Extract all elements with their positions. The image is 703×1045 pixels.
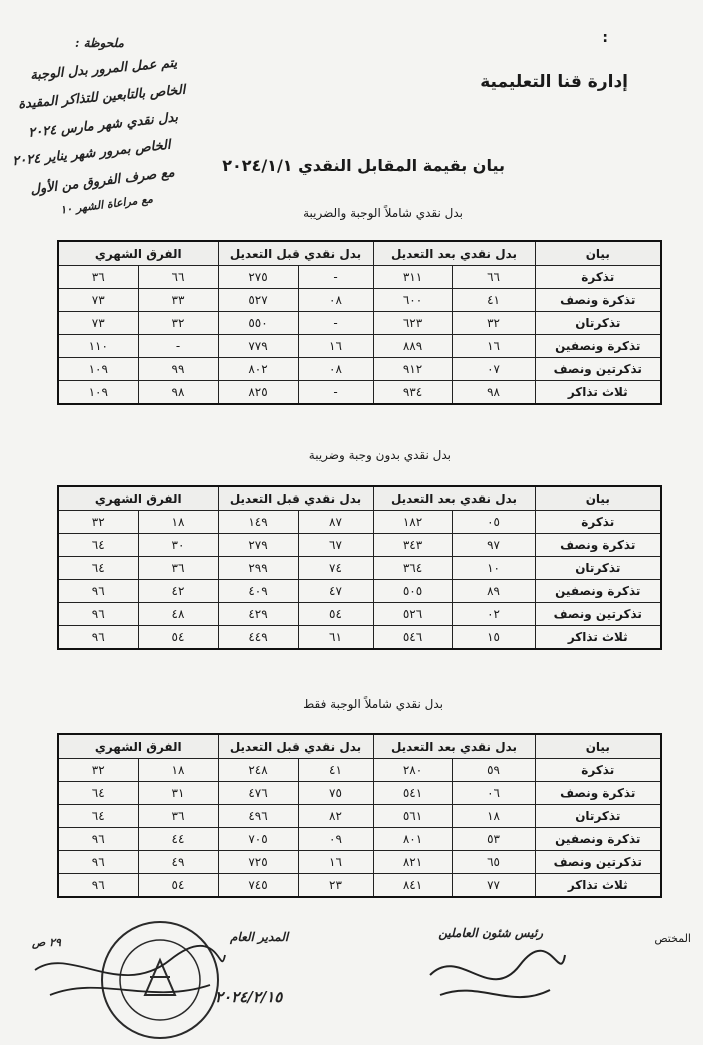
- handwritten-line-6: مع صرف الفروق من الأول: [29, 165, 176, 198]
- after-fraction-cell: ١٥: [452, 626, 535, 650]
- before-fraction-cell: ٧٥: [298, 782, 373, 805]
- signature-left-mark: ٢٩ ص: [32, 936, 61, 949]
- col-label-header: بيان: [535, 734, 661, 759]
- table-row: [58, 289, 661, 312]
- before-amount-cell: ٨٢٥: [218, 381, 298, 405]
- before-fraction-cell: ٥٤: [298, 603, 373, 626]
- table-body: [58, 759, 661, 898]
- before-fraction-cell: -: [298, 312, 373, 335]
- after-amount-cell: ٨٤١: [373, 874, 452, 898]
- handwritten-line-4: بدل نقدي شهر مارس ٢٠٢٤: [27, 110, 179, 141]
- diff-fraction-cell: ٥٤: [138, 874, 218, 898]
- table-row: [58, 511, 661, 534]
- after-fraction-cell: ٤١: [452, 289, 535, 312]
- table-row: [58, 603, 661, 626]
- after-fraction-cell: ٩٨: [452, 381, 535, 405]
- table-1: [57, 240, 662, 405]
- before-amount-cell: ٧٤٥: [218, 874, 298, 898]
- after-amount-cell: ٥٤١: [373, 782, 452, 805]
- row-label-cell: ثلاث تذاكر: [535, 874, 661, 898]
- table-row: [58, 358, 661, 381]
- diff-fraction-cell: ٤٤: [138, 828, 218, 851]
- after-fraction-cell: ٨٩: [452, 580, 535, 603]
- col-label-header: بيان: [535, 486, 661, 511]
- signature-right-label: المختص: [654, 932, 691, 945]
- row-label-cell: تذكرتين ونصف: [535, 851, 661, 874]
- handwritten-line-2: يتم عمل المرور بدل الوجبة: [29, 55, 178, 84]
- col-after-header: بدل نقدي بعد التعديل: [373, 241, 535, 266]
- diff-fraction-cell: ٣٦: [138, 557, 218, 580]
- before-amount-cell: ٤٢٩: [218, 603, 298, 626]
- table-row: [58, 534, 661, 557]
- diff-amount-cell: ٣٢: [58, 511, 138, 534]
- row-label-cell: ثلاث تذاكر: [535, 626, 661, 650]
- diff-amount-cell: ٩٦: [58, 603, 138, 626]
- col-before-header: بدل نقدي قبل التعديل: [218, 486, 373, 511]
- after-fraction-cell: ١٠: [452, 557, 535, 580]
- after-fraction-cell: ٠٦: [452, 782, 535, 805]
- table-row: [58, 381, 661, 405]
- diff-fraction-cell: -: [138, 335, 218, 358]
- before-fraction-cell: ٠٨: [298, 289, 373, 312]
- row-label-cell: تذكرة ونصف: [535, 534, 661, 557]
- before-amount-cell: ٧٠٥: [218, 828, 298, 851]
- row-label-cell: تذكرة ونصفين: [535, 335, 661, 358]
- diff-fraction-cell: ٣٠: [138, 534, 218, 557]
- handwritten-line-7: مع مراعاة الشهر ١٠: [59, 192, 154, 217]
- diff-amount-cell: ٦٤: [58, 782, 138, 805]
- after-amount-cell: ٥٢٦: [373, 603, 452, 626]
- handwritten-line-3: الخاص بالتابعين للتذاكر المقيدة: [17, 82, 186, 113]
- after-amount-cell: ٢٨٠: [373, 759, 452, 782]
- row-label-cell: ثلاث تذاكر: [535, 381, 661, 405]
- after-fraction-cell: ٦٥: [452, 851, 535, 874]
- after-amount-cell: ٦٢٣: [373, 312, 452, 335]
- before-fraction-cell: ٤١: [298, 759, 373, 782]
- diff-fraction-cell: ١٨: [138, 511, 218, 534]
- after-fraction-cell: ١٦: [452, 335, 535, 358]
- before-fraction-cell: ٠٨: [298, 358, 373, 381]
- table-row: [58, 266, 661, 289]
- before-amount-cell: ٤٤٩: [218, 626, 298, 650]
- row-label-cell: تذكرة: [535, 266, 661, 289]
- after-amount-cell: ٥٠٥: [373, 580, 452, 603]
- after-fraction-cell: ٧٧: [452, 874, 535, 898]
- table-row: [58, 312, 661, 335]
- table-row: [58, 874, 661, 898]
- diff-fraction-cell: ٣٦: [138, 805, 218, 828]
- diff-amount-cell: ٩٦: [58, 828, 138, 851]
- before-amount-cell: ٧٧٩: [218, 335, 298, 358]
- before-amount-cell: ٤٧٦: [218, 782, 298, 805]
- before-fraction-cell: ٠٩: [298, 828, 373, 851]
- diff-amount-cell: ١٠٩: [58, 358, 138, 381]
- row-label-cell: تذكرة: [535, 759, 661, 782]
- table-row: [58, 626, 661, 650]
- col-after-header: بدل نقدي بعد التعديل: [373, 486, 535, 511]
- diff-amount-cell: ٩٦: [58, 874, 138, 898]
- diff-amount-cell: ٣٢: [58, 759, 138, 782]
- table-row: [58, 782, 661, 805]
- signature-right-name: رئيس شئون العاملين: [438, 926, 543, 940]
- before-fraction-cell: ٦٧: [298, 534, 373, 557]
- before-amount-cell: ١٤٩: [218, 511, 298, 534]
- department-name: إدارة قنا التعليمية: [480, 72, 628, 92]
- col-diff-header: الفرق الشهري: [58, 734, 218, 759]
- before-amount-cell: ٢٧٩: [218, 534, 298, 557]
- after-fraction-cell: ٦٦: [452, 266, 535, 289]
- after-amount-cell: ٨٨٩: [373, 335, 452, 358]
- table-row: [58, 580, 661, 603]
- diff-fraction-cell: ٩٩: [138, 358, 218, 381]
- table-1-caption: بدل نقدي شاملاً الوجبة والضريبة: [303, 206, 463, 220]
- before-fraction-cell: ٧٤: [298, 557, 373, 580]
- after-amount-cell: ٩٣٤: [373, 381, 452, 405]
- handwritten-line-1: ملحوظة :: [75, 36, 124, 50]
- table-2: [57, 485, 662, 650]
- after-fraction-cell: ٠٥: [452, 511, 535, 534]
- before-fraction-cell: ٢٣: [298, 874, 373, 898]
- table-2-caption: بدل نقدي بدون وجبة وضريبة: [308, 448, 451, 462]
- signature-left-name: المدير العام: [230, 930, 289, 944]
- handwritten-line-5: الخاص بمرور شهر يناير ٢٠٢٤: [11, 137, 172, 170]
- after-amount-cell: ٦٠٠: [373, 289, 452, 312]
- after-amount-cell: ٣٦٤: [373, 557, 452, 580]
- before-amount-cell: ٢٩٩: [218, 557, 298, 580]
- table-3: [57, 733, 662, 898]
- after-amount-cell: ٨٢١: [373, 851, 452, 874]
- diff-fraction-cell: ٣٢: [138, 312, 218, 335]
- table-body: [58, 266, 661, 405]
- diff-amount-cell: ٦٤: [58, 557, 138, 580]
- diff-fraction-cell: ٤٨: [138, 603, 218, 626]
- diff-amount-cell: ١٠٩: [58, 381, 138, 405]
- before-fraction-cell: ١٦: [298, 335, 373, 358]
- signature-left-date: ٢٠٢٤/٢/١٥: [215, 988, 283, 1006]
- col-after-header: بدل نقدي بعد التعديل: [373, 734, 535, 759]
- after-amount-cell: ٥٦١: [373, 805, 452, 828]
- after-fraction-cell: ٥٩: [452, 759, 535, 782]
- before-amount-cell: ٥٥٠: [218, 312, 298, 335]
- before-fraction-cell: ٨٢: [298, 805, 373, 828]
- table-row: [58, 557, 661, 580]
- col-diff-header: الفرق الشهري: [58, 486, 218, 511]
- row-label-cell: تذكرتين ونصف: [535, 358, 661, 381]
- table-row: [58, 759, 661, 782]
- col-before-header: بدل نقدي قبل التعديل: [218, 734, 373, 759]
- col-label-header: بيان: [535, 241, 661, 266]
- table-row: [58, 335, 661, 358]
- row-label-cell: تذكرتان: [535, 312, 661, 335]
- diff-amount-cell: ٦٤: [58, 805, 138, 828]
- after-fraction-cell: ٩٧: [452, 534, 535, 557]
- after-amount-cell: ٥٤٦: [373, 626, 452, 650]
- before-amount-cell: ٢٧٥: [218, 266, 298, 289]
- diff-fraction-cell: ٤٩: [138, 851, 218, 874]
- after-amount-cell: ٩١٢: [373, 358, 452, 381]
- diff-fraction-cell: ٣٣: [138, 289, 218, 312]
- col-diff-header: الفرق الشهري: [58, 241, 218, 266]
- diff-amount-cell: ٦٤: [58, 534, 138, 557]
- row-label-cell: تذكرتان: [535, 805, 661, 828]
- diff-fraction-cell: ٥٤: [138, 626, 218, 650]
- after-amount-cell: ١٨٢: [373, 511, 452, 534]
- row-label-cell: تذكرتين ونصف: [535, 603, 661, 626]
- row-label-cell: تذكرة ونصفين: [535, 580, 661, 603]
- after-amount-cell: ٣٤٣: [373, 534, 452, 557]
- diff-fraction-cell: ٤٢: [138, 580, 218, 603]
- table-row: [58, 851, 661, 874]
- before-amount-cell: ٤٩٦: [218, 805, 298, 828]
- row-label-cell: تذكرة: [535, 511, 661, 534]
- row-label-cell: تذكرة ونصف: [535, 289, 661, 312]
- before-fraction-cell: -: [298, 266, 373, 289]
- diff-amount-cell: ٧٣: [58, 312, 138, 335]
- diff-amount-cell: ٣٦: [58, 266, 138, 289]
- row-label-cell: تذكرتان: [535, 557, 661, 580]
- signature-scribble-left: [30, 940, 230, 1010]
- before-amount-cell: ٢٤٨: [218, 759, 298, 782]
- before-amount-cell: ٨٠٢: [218, 358, 298, 381]
- diff-fraction-cell: ٣١: [138, 782, 218, 805]
- signature-scribble-right: [420, 935, 570, 1015]
- before-fraction-cell: ٦١: [298, 626, 373, 650]
- after-fraction-cell: ١٨: [452, 805, 535, 828]
- diff-amount-cell: ٩٦: [58, 851, 138, 874]
- row-label-cell: تذكرة ونصف: [535, 782, 661, 805]
- table-body: [58, 511, 661, 650]
- before-amount-cell: ٧٢٥: [218, 851, 298, 874]
- after-fraction-cell: ٠٢: [452, 603, 535, 626]
- col-before-header: بدل نقدي قبل التعديل: [218, 241, 373, 266]
- diff-amount-cell: ٩٦: [58, 626, 138, 650]
- diff-fraction-cell: ١٨: [138, 759, 218, 782]
- table-3-caption: بدل نقدي شاملاً الوجبة فقط: [303, 697, 443, 711]
- table-row: [58, 828, 661, 851]
- before-fraction-cell: -: [298, 381, 373, 405]
- diff-fraction-cell: ٩٨: [138, 381, 218, 405]
- before-fraction-cell: ٨٧: [298, 511, 373, 534]
- before-fraction-cell: ٤٧: [298, 580, 373, 603]
- after-amount-cell: ٣١١: [373, 266, 452, 289]
- after-fraction-cell: ٥٣: [452, 828, 535, 851]
- top-mark: :: [602, 30, 608, 46]
- after-amount-cell: ٨٠١: [373, 828, 452, 851]
- table-row: [58, 805, 661, 828]
- before-amount-cell: ٥٢٧: [218, 289, 298, 312]
- before-fraction-cell: ١٦: [298, 851, 373, 874]
- after-fraction-cell: ٠٧: [452, 358, 535, 381]
- diff-amount-cell: ١١٠: [58, 335, 138, 358]
- diff-amount-cell: ٩٦: [58, 580, 138, 603]
- row-label-cell: تذكرة ونصفين: [535, 828, 661, 851]
- before-amount-cell: ٤٠٩: [218, 580, 298, 603]
- diff-fraction-cell: ٦٦: [138, 266, 218, 289]
- page-title: بيان بقيمة المقابل النقدي ٢٠٢٤/١/١: [222, 156, 505, 175]
- after-fraction-cell: ٣٢: [452, 312, 535, 335]
- diff-amount-cell: ٧٣: [58, 289, 138, 312]
